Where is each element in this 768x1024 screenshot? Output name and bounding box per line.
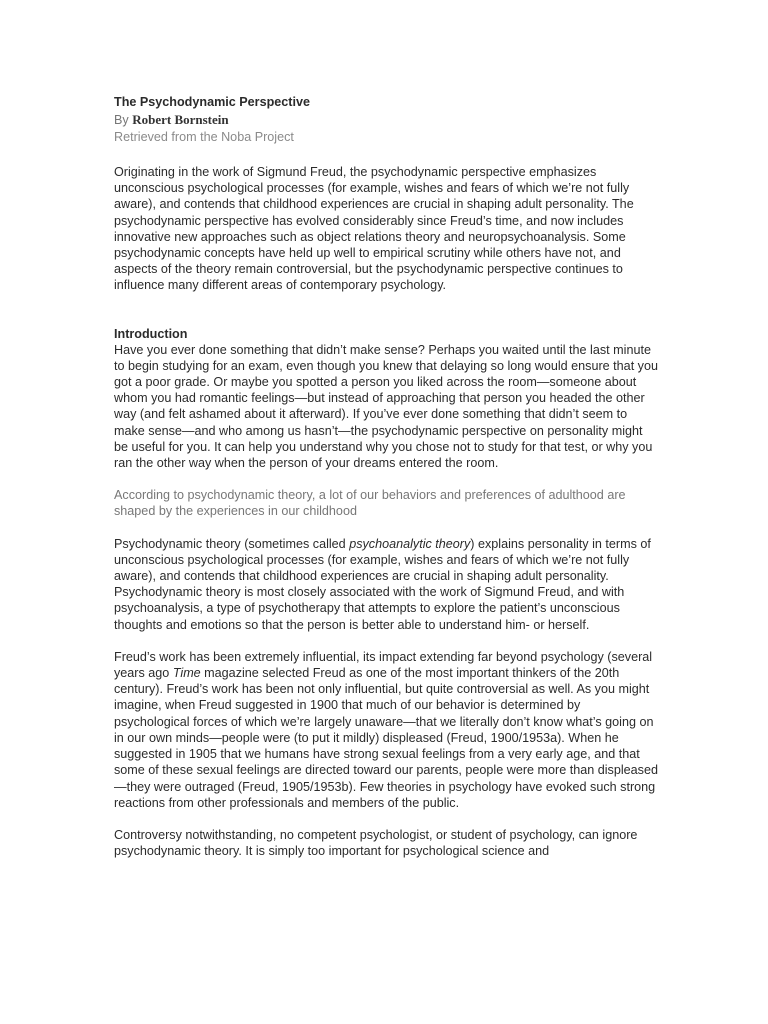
theory-emphasis: psychoanalytic theory [349,536,471,551]
source-line: Retrieved from the Noba Project [114,130,294,144]
abstract-paragraph: Originating in the work of Sigmund Freud, the psychodynamic perspective emphasizes unconscious psychological processes (for example, wishes and fears of which we’re not fully aware), and contends that childhood experiences are crucial in shaping adult personality. The psychodynamic perspective has evolved considerably since Freud’s time, and now includes innovative new approaches such as object relations theory and neuropsychoanalysis. Some psychodynamic concepts have held up well to empirical scrutiny while others have not, and aspects of the theory remain controversial, but the psychodynamic perspective continues to influence many different areas of contemporary psychology. [114,165,634,293]
byline [114,111,659,129]
document-title: The Psychodynamic Perspective [114,95,310,109]
theory-paragraph [114,536,659,633]
freud-text-before: Freud’s work has been extremely influential, its impact extending far beyond psychology (several years ago [114,649,653,681]
pull-quote: According to psychodynamic theory, a lot of our behaviors and preferences of adulthood are shaped by the experiences in our childhood [114,488,626,519]
freud-emphasis: Time [172,666,201,681]
byline-prefix: By [114,113,129,127]
theory-text-before: Psychodynamic theory (sometimes called [114,536,350,551]
introduction-paragraph: Have you ever done something that didn’t make sense? Perhaps you waited until the last minute to begin studying for an exam, even though you knew that delaying so long would ensure that you got a poor grade. Or maybe you spotted a person you liked across the room—someone about whom you had romantic feelings—but instead of approaching that person you headed the other way (and felt ashamed about it afterward). If you’ve ever done something that didn’t seem to make sense—and who among us hasn’t—the psychodynamic perspective on personality might be useful for you. It can help you understand why you chose not to study for that test, or why you ran the other way when the person of your dreams entered the room. [114,342,658,471]
theory-text-after: ) explains personality in terms of unconscious psychological processes (for example, wishes and fears of which we’re not fully aware), and contends that childhood experiences are crucial in shaping adult personality. Psychodynamic theory is most closely associated with the work of Sigmund Freud, and with psychoanalysis, a type of psychotherapy that attempts to explore the patient’s unconscious thoughts and emotions so that the person is better able to understand him- or herself. [114,536,651,632]
section-heading-introduction: Introduction [114,326,188,341]
freud-text-after: magazine selected Freud as one of the most important thinkers of the 20th century). Freud’s work has been not only influential, but quite controversial as well. As you might imagine, when Freud suggested in 1900 that much of our behavior is determined by psychological forces of which we’re largely unaware—that we literally don’t know what’s going on in our own minds—people were (to put it mildly) displeased (Freud, 1900/1953a). When he suggested in 1905 that we humans have strong sexual feelings from a very early age, and that some of these sexual feelings are directed toward our parents, people were more than displeased—they were outraged (Freud, 1905/1953b). Few theories in psychology have evoked such strong reactions from other professionals and members of the public. [114,666,658,810]
document-page [114,94,659,859]
controversy-paragraph: Controversy notwithstanding, no competent psychologist, or student of psychology, can ignore psychodynamic theory. It is simply too important for psychological science and [114,827,638,859]
author-name: Robert Bornstein [132,112,229,127]
freud-paragraph [114,649,659,811]
